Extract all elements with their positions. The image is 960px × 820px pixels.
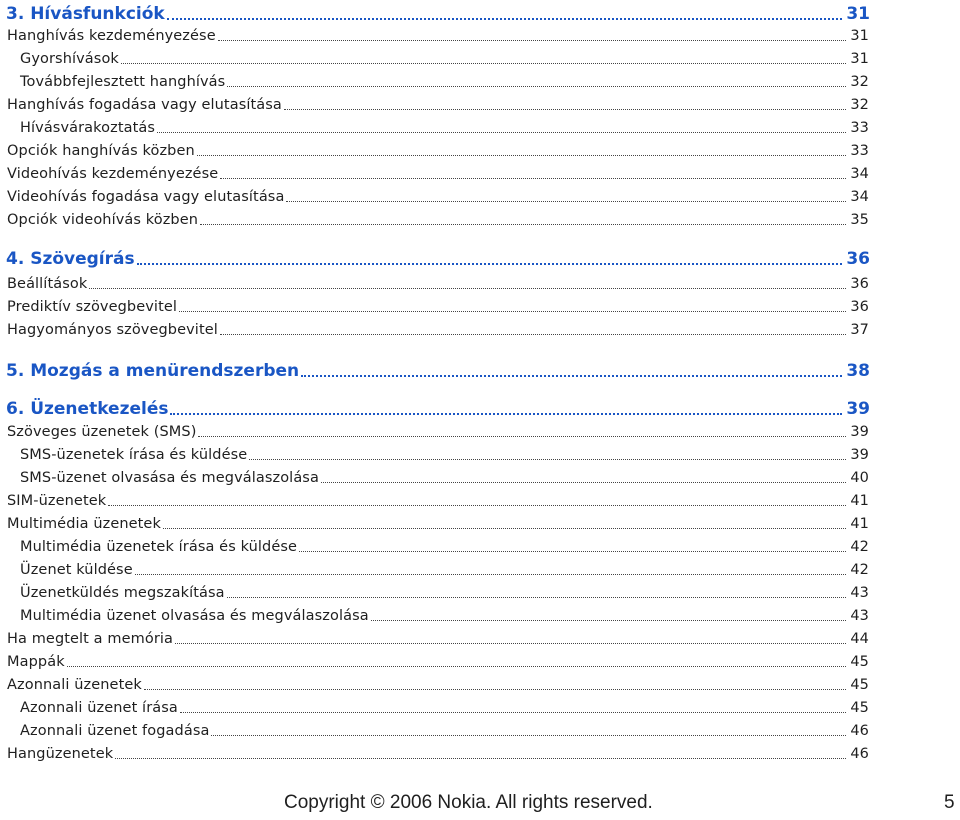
toc-entry-label: Hangüzenetek <box>7 746 114 762</box>
toc-entry[interactable] <box>0 582 960 605</box>
toc-entry-page-number: 45 <box>850 654 869 670</box>
toc-entry-label: Üzenetküldés megszakítása <box>20 585 225 601</box>
dot-leader <box>227 86 846 87</box>
toc-entry-label: 4. Szövegírás <box>6 249 135 269</box>
toc-entry-page-number: 39 <box>846 399 870 419</box>
dot-leader <box>180 712 846 713</box>
dot-leader <box>284 109 846 110</box>
dot-leader <box>175 643 846 644</box>
toc-entry-page-number: 41 <box>850 493 869 509</box>
toc-entry-label: Mappák <box>7 654 65 670</box>
toc-entry-label: Videohívás fogadása vagy elutasítása <box>7 189 285 205</box>
toc-entry-page-number: 32 <box>850 97 869 113</box>
toc-entry-page-number: 38 <box>846 361 870 381</box>
toc-entry-page-number: 37 <box>850 322 869 338</box>
toc-entry-label: Multimédia üzenetek <box>7 516 161 532</box>
toc-entry[interactable] <box>0 605 960 628</box>
toc-entry-page-number: 36 <box>850 299 869 315</box>
toc-entry-page-number: 34 <box>850 166 869 182</box>
dot-leader <box>179 311 846 312</box>
toc-entry-label: Üzenet küldése <box>20 562 133 578</box>
toc-entry-page-number: 43 <box>850 608 869 624</box>
toc-chapter-entry[interactable] <box>0 247 960 270</box>
dot-leader <box>200 224 846 225</box>
toc-entry-label: Beállítások <box>7 276 88 292</box>
toc-entry-page-number: 31 <box>850 51 869 67</box>
toc-entry-page-number: 36 <box>846 249 870 269</box>
toc-entry[interactable] <box>0 536 960 559</box>
toc-chapter-entry[interactable] <box>0 397 960 420</box>
toc-entry[interactable] <box>0 117 960 140</box>
dot-leader <box>218 40 847 41</box>
toc-entry-label: SMS-üzenetek írása és küldése <box>20 447 248 463</box>
page-number: 5 <box>944 792 955 813</box>
dot-leader <box>144 689 846 690</box>
toc-entry[interactable] <box>0 71 960 94</box>
toc-entry[interactable] <box>0 697 960 720</box>
dot-leader <box>301 375 842 377</box>
dot-leader <box>286 201 846 202</box>
toc-entry-label: Hívásvárakoztatás <box>20 120 156 136</box>
dot-leader <box>163 528 846 529</box>
toc-entry[interactable] <box>0 559 960 582</box>
toc-entry[interactable] <box>0 186 960 209</box>
toc-entry[interactable] <box>0 651 960 674</box>
toc-entry-page-number: 42 <box>850 539 869 555</box>
dot-leader <box>67 666 847 667</box>
toc-entry-label: Hagyományos szövegbevitel <box>7 322 218 338</box>
dot-leader <box>167 18 843 20</box>
toc-entry-page-number: 45 <box>850 677 869 693</box>
toc-entry-label: Opciók videohívás közben <box>7 212 199 228</box>
dot-leader <box>220 178 846 179</box>
toc-entry[interactable] <box>0 296 960 319</box>
dot-leader <box>197 155 847 156</box>
toc-entry-page-number: 43 <box>850 585 869 601</box>
toc-entry[interactable] <box>0 628 960 651</box>
toc-chapter-entry[interactable] <box>0 359 960 382</box>
toc-entry-label: Azonnali üzenet írása <box>20 700 178 716</box>
toc-entry[interactable] <box>0 25 960 48</box>
toc-entry-label: Multimédia üzenetek írása és küldése <box>20 539 298 555</box>
toc-entry-page-number: 39 <box>850 424 869 440</box>
toc-entry-page-number: 36 <box>850 276 869 292</box>
toc-entry-label: SMS-üzenet olvasása és megválaszolása <box>20 470 319 486</box>
toc-entry-page-number: 40 <box>850 470 869 486</box>
toc-entry[interactable] <box>0 163 960 186</box>
toc-entry-page-number: 33 <box>850 143 869 159</box>
toc-entry[interactable] <box>0 94 960 117</box>
toc-entry-label: Azonnali üzenet fogadása <box>20 723 210 739</box>
toc-entry-page-number: 31 <box>846 4 870 24</box>
dot-leader <box>321 482 846 483</box>
toc-entry[interactable] <box>0 273 960 296</box>
toc-entry-page-number: 39 <box>850 447 869 463</box>
toc-entry-label: 6. Üzenetkezelés <box>6 399 169 419</box>
toc-entry-label: Multimédia üzenet olvasása és megválaszolása <box>20 608 369 624</box>
toc-entry-label: 3. Hívásfunkciók <box>6 4 165 24</box>
toc-entry[interactable] <box>0 490 960 513</box>
toc-entry-page-number: 35 <box>850 212 869 228</box>
toc-entry-label: Szöveges üzenetek (SMS) <box>7 424 197 440</box>
toc-entry-label: Ha megtelt a memória <box>7 631 173 647</box>
dot-leader <box>249 459 846 460</box>
dot-leader <box>89 288 846 289</box>
dot-leader <box>211 735 846 736</box>
toc-entry-page-number: 44 <box>850 631 869 647</box>
dot-leader <box>371 620 847 621</box>
toc-entry[interactable] <box>0 209 960 232</box>
toc-entry[interactable] <box>0 319 960 342</box>
toc-entry-label: Opciók hanghívás közben <box>7 143 195 159</box>
dot-leader <box>299 551 846 552</box>
toc-entry-label: Továbbfejlesztett hanghívás <box>20 74 226 90</box>
dot-leader <box>170 413 842 415</box>
toc-entry[interactable] <box>0 743 960 766</box>
toc-entry-label: Hanghívás kezdeményezése <box>7 28 216 44</box>
toc-entry[interactable] <box>0 140 960 163</box>
dot-leader <box>227 597 847 598</box>
toc-entry-page-number: 42 <box>850 562 869 578</box>
dot-leader <box>115 758 846 759</box>
toc-entry-label: SIM-üzenetek <box>7 493 107 509</box>
toc-entry-page-number: 32 <box>850 74 869 90</box>
toc-entry-label: Azonnali üzenetek <box>7 677 142 693</box>
dot-leader <box>137 263 843 265</box>
toc-entry-page-number: 31 <box>850 28 869 44</box>
toc-entry-page-number: 33 <box>850 120 869 136</box>
dot-leader <box>108 505 846 506</box>
toc-entry-page-number: 46 <box>850 723 869 739</box>
footer-copyright: Copyright © 2006 Nokia. All rights reserved. <box>284 792 653 813</box>
toc-entry[interactable] <box>0 421 960 444</box>
toc-entry[interactable] <box>0 467 960 490</box>
toc-entry[interactable] <box>0 720 960 743</box>
toc-entry-label: 5. Mozgás a menürendszerben <box>6 361 300 381</box>
toc-entry[interactable] <box>0 48 960 71</box>
dot-leader <box>121 63 846 64</box>
toc-entry[interactable] <box>0 444 960 467</box>
toc-chapter-entry[interactable] <box>0 2 960 25</box>
dot-leader <box>220 334 846 335</box>
toc-entry-page-number: 34 <box>850 189 869 205</box>
toc-entry[interactable] <box>0 674 960 697</box>
toc-entry-label: Hanghívás fogadása vagy elutasítása <box>7 97 282 113</box>
toc-entry-page-number: 41 <box>850 516 869 532</box>
dot-leader <box>157 132 846 133</box>
dot-leader <box>135 574 847 575</box>
toc-entry-page-number: 45 <box>850 700 869 716</box>
toc-entry[interactable] <box>0 513 960 536</box>
toc-entry-label: Videohívás kezdeményezése <box>7 166 219 182</box>
toc-entry-page-number: 46 <box>850 746 869 762</box>
toc-entry-label: Gyorshívások <box>20 51 119 67</box>
toc-entry-label: Prediktív szövegbevitel <box>7 299 177 315</box>
dot-leader <box>198 436 846 437</box>
